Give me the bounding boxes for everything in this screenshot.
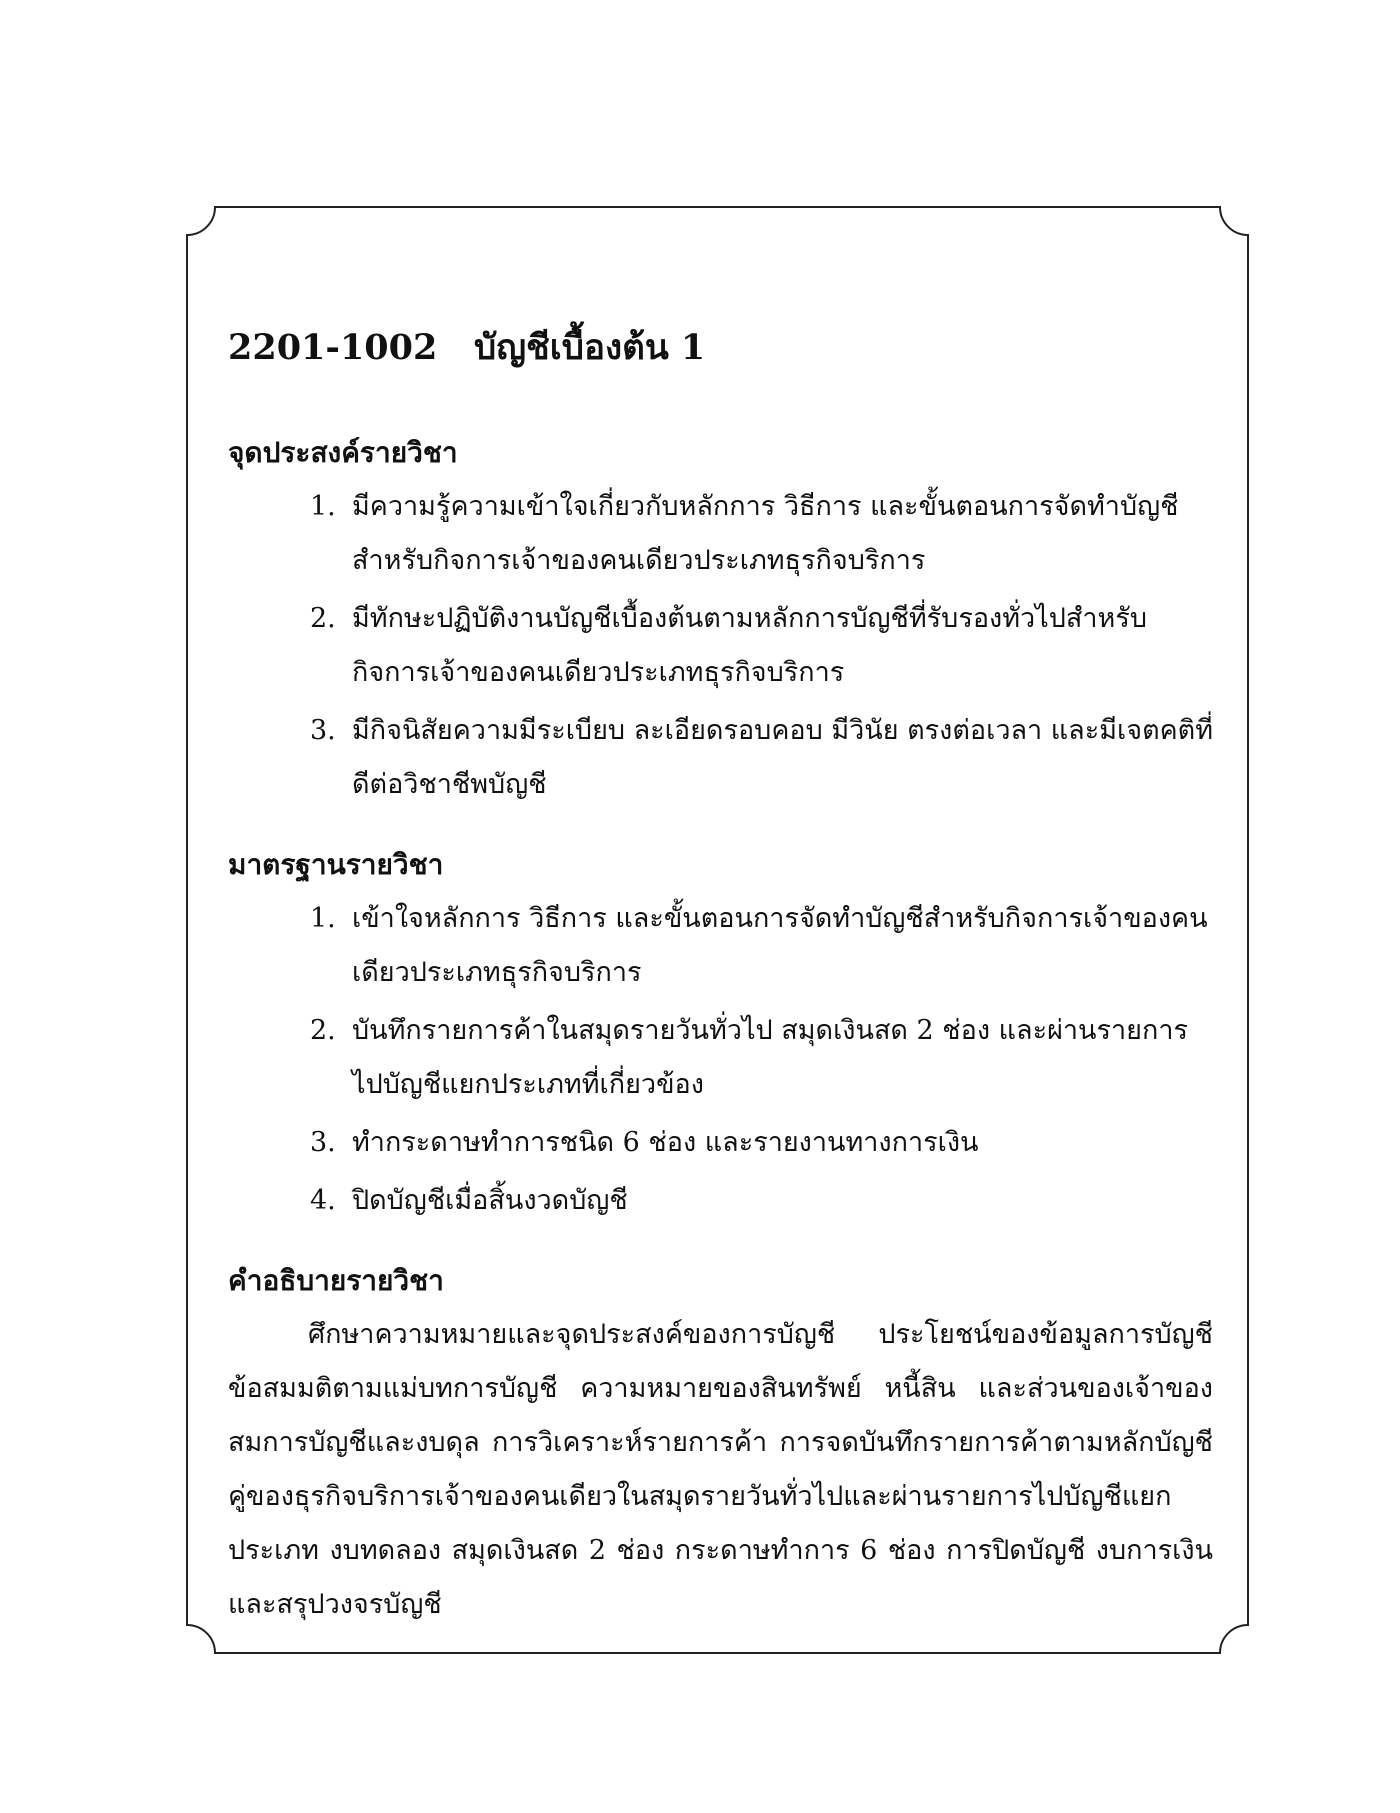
list-text: บันทึกรายการค้าในสมุดรายวันทั่วไป สมุดเงินสด 2 ช่อง และผ่านรายการไปบัญชีแยกประเภทที่เกี่ยวข้อง [352, 1015, 1188, 1100]
objectives-heading: จุดประสงค์รายวิชา [228, 436, 458, 469]
list-number: 2. [310, 1015, 336, 1046]
course-title [228, 320, 1213, 380]
course-name: บัญชีเบื้องต้น 1 [474, 327, 706, 368]
description-heading: คำอธิบายรายวิชา [228, 1264, 444, 1297]
list-text: มีกิจนิสัยความมีระเบียบ ละเอียดรอบคอบ มีวินัย ตรงต่อเวลา และมีเจตคติที่ดีต่อวิชาชีพบัญชี [352, 715, 1214, 800]
list-item [228, 1174, 1213, 1228]
standards-list [228, 892, 1213, 1228]
list-number: 2. [310, 603, 336, 634]
list-item [228, 704, 1213, 812]
list-number: 1. [310, 903, 336, 934]
list-text: ปิดบัญชีเมื่อสิ้นงวดบัญชี [352, 1185, 628, 1216]
list-text: เข้าใจหลักการ วิธีการ และขั้นตอนการจัดทำบัญชีสำหรับกิจการเจ้าของคนเดียวประเภทธุรกิจบริการ [352, 903, 1208, 988]
objectives-list [228, 480, 1213, 812]
list-text: ทำกระดาษทำการชนิด 6 ช่อง และรายงานทางการเงิน [352, 1127, 979, 1158]
course-code: 2201-1002 [228, 327, 438, 368]
list-text: มีความรู้ความเข้าใจเกี่ยวกับหลักการ วิธีการ และขั้นตอนการจัดทำบัญชีสำหรับกิจการเจ้าของคนเดียวประเภทธุรกิจบริการ [352, 491, 1179, 576]
list-item [228, 480, 1213, 588]
list-number: 1. [310, 491, 336, 522]
list-item [228, 892, 1213, 1000]
list-number: 3. [310, 715, 336, 746]
list-item [228, 1004, 1213, 1112]
description-paragraph: ศึกษาความหมายและจุดประสงค์ของการบัญชี ประโยชน์ของข้อมูลการบัญชี ข้อสมมติตามแม่บทการบัญชี ความหมายของสินทรัพย์ หนี้สิน และส่วนของเจ้าของ สมการบัญชีและงบดุล การวิเคราะห์รายการค้า การจดบันทึกรายการค้าตามหลักบัญชีคู่ของธุรกิจบริการเจ้าของคนเดียวในสมุดรายวันทั่วไปและผ่านรายการไปบัญชีแยกประเภท งบทดลอง สมุดเงินสด 2 ช่อง กระดาษทำการ 6 ช่อง การปิดบัญชี งบการเงิน และสรุปวงจรบัญชี [228, 1319, 1213, 1620]
list-text: มีทักษะปฏิบัติงานบัญชีเบื้องต้นตามหลักการบัญชีที่รับรองทั่วไปสำหรับกิจการเจ้าของคนเดียวประเภทธุรกิจบริการ [352, 603, 1147, 688]
list-number: 4. [310, 1185, 336, 1216]
list-number: 3. [310, 1127, 336, 1158]
standards-heading: มาตรฐานรายวิชา [228, 848, 444, 881]
course-content [228, 320, 1213, 1632]
list-item [228, 1116, 1213, 1170]
list-item [228, 592, 1213, 700]
